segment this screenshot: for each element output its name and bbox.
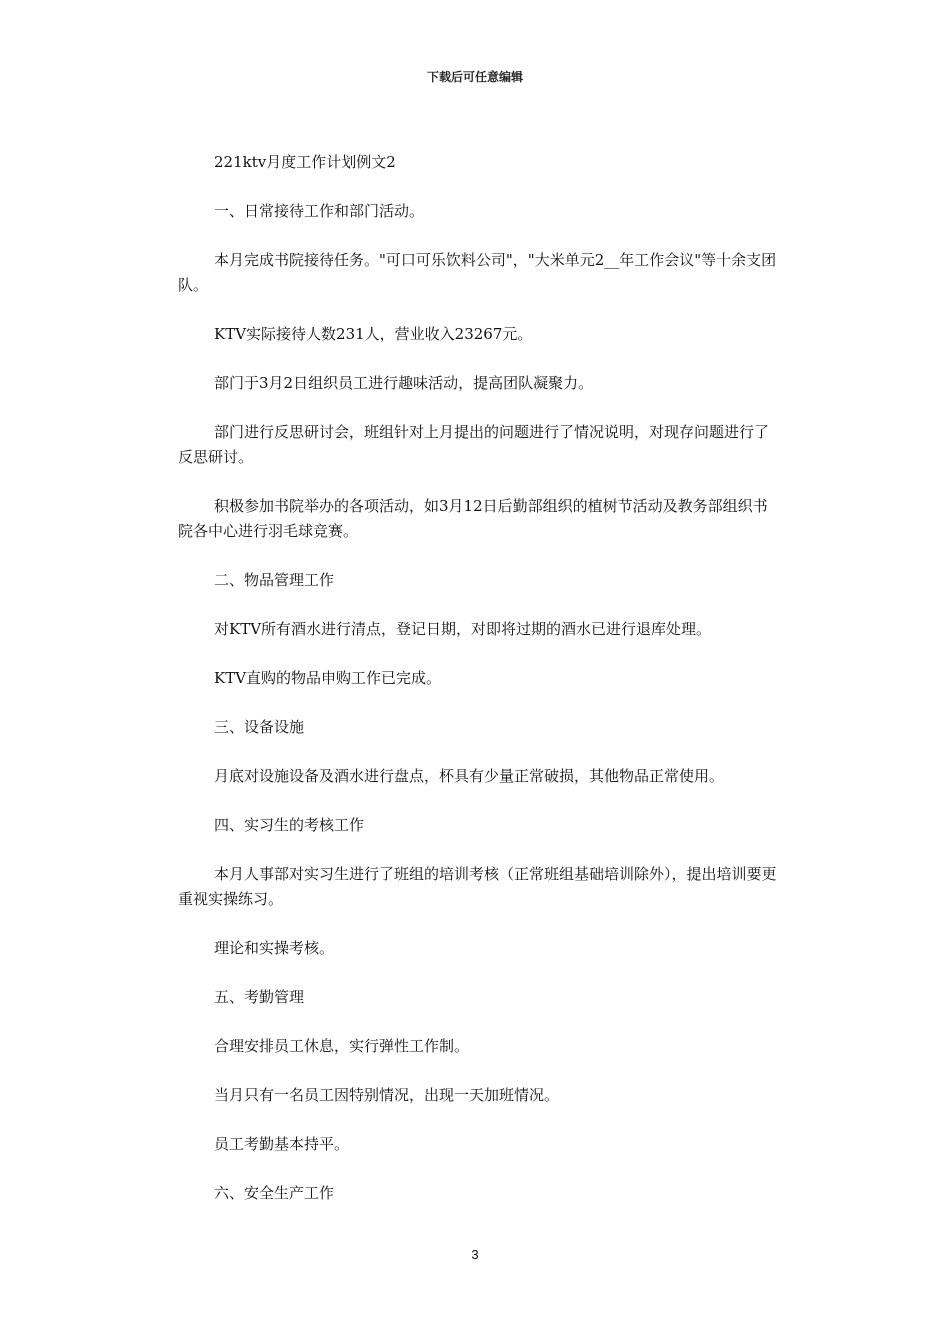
- paragraph: KTV实际接待人数231人，营业收入23267元。: [214, 325, 533, 343]
- paragraph: 合理安排员工休息，实行弹性工作制。: [214, 1037, 470, 1055]
- page-header: 下载后可任意编辑: [426, 70, 523, 84]
- section-heading-1: 一、日常接待工作和部门活动。: [214, 202, 425, 220]
- section-heading-6: 六、安全生产工作: [214, 1184, 335, 1202]
- paragraph: 当月只有一名员工因特别情况，出现一天加班情况。: [214, 1086, 560, 1104]
- document-body: [178, 150, 778, 1230]
- paragraph: 部门进行反思研讨会，班组针对上月提出的问题进行了情况说明，对现存问题进行了反思研讨。: [178, 423, 770, 466]
- section-heading-4: 四、实习生的考核工作: [214, 816, 365, 834]
- paragraph: 对KTV所有酒水进行清点，登记日期，对即将过期的酒水已进行退库处理。: [214, 620, 712, 638]
- document-title: 221ktv月度工作计划例文2: [214, 153, 396, 171]
- paragraph: 本月完成书院接待任务。"可口可乐饮料公司"，"大米单元2__年工作会议"等十余支团队。: [178, 251, 777, 294]
- paragraph: KTV直购的物品申购工作已完成。: [214, 669, 442, 687]
- paragraph: 理论和实操考核。: [214, 939, 335, 957]
- paragraph: 积极参加书院举办的各项活动，如3月12日后勤部组织的植树节活动及教务部组织书院各中心进行羽毛球竞赛。: [178, 497, 768, 540]
- paragraph: 月底对设施设备及酒水进行盘点，杯具有少量正常破损，其他物品正常使用。: [214, 767, 725, 785]
- section-heading-3: 三、设备设施: [214, 718, 305, 736]
- section-heading-5: 五、考勤管理: [214, 988, 305, 1006]
- paragraph: 部门于3月2日组织员工进行趣味活动，提高团队凝聚力。: [214, 374, 594, 392]
- section-heading-2: 二、物品管理工作: [214, 571, 335, 589]
- paragraph: 本月人事部对实习生进行了班组的培训考核（正常班组基础培训除外），提出培训要更重视实操练习。: [178, 865, 777, 908]
- paragraph: 员工考勤基本持平。: [214, 1135, 350, 1153]
- page-number: 3: [471, 1247, 479, 1262]
